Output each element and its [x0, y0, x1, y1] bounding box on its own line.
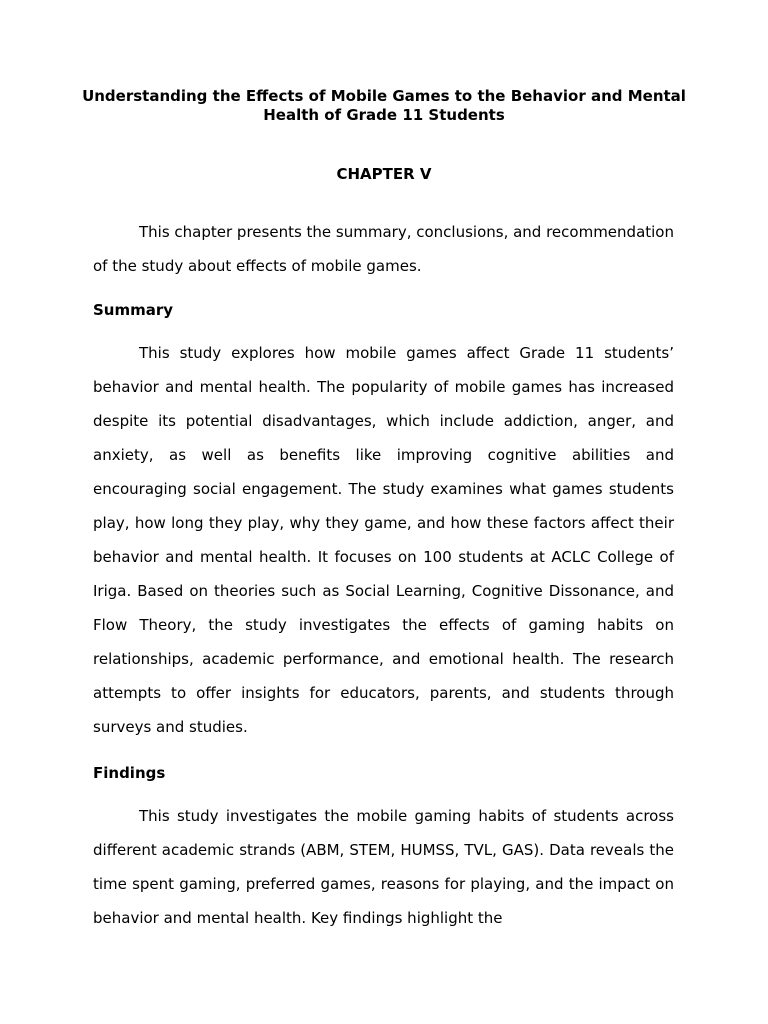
- document-title: Understanding the Effects of Mobile Games to the Behavior and Mental Health of Grade 11 Students: [82, 87, 686, 124]
- summary-paragraph: This study explores how mobile games affect Grade 11 students’ behavior and mental health. The popularity of mobile games has increased despite its potential disadvantages, which include addiction, anger, and anxiety, as well as benefits like improving cognitive abilities and encouraging social engagement. The study examines what games students play, how long they play, why they game, and how these factors affect their behavior and mental health. It focuses on 100 students at ACLC College of Iriga. Based on theories such as Social Learning, Cognitive Dissonance, and Flow Theory, the study investigates the effects of gaming habits on relationships, academic performance, and emotional health. The research attempts to offer insights for educators, parents, and students through surveys and studies.: [93, 344, 674, 736]
- findings-paragraph: This study investigates the mobile gaming habits of students across different academic strands (ABM, STEM, HUMSS, TVL, GAS). Data reveals the time spent gaming, preferred games, reasons for playing, and the impact on behavior and mental health. Key findings highlight the: [93, 807, 674, 927]
- summary-heading: Summary: [93, 301, 174, 319]
- findings-heading: Findings: [93, 764, 166, 782]
- intro-paragraph: This chapter presents the summary, conclusions, and recommendation of the study about effects of mobile games.: [93, 223, 674, 275]
- chapter-heading: CHAPTER V: [336, 165, 432, 183]
